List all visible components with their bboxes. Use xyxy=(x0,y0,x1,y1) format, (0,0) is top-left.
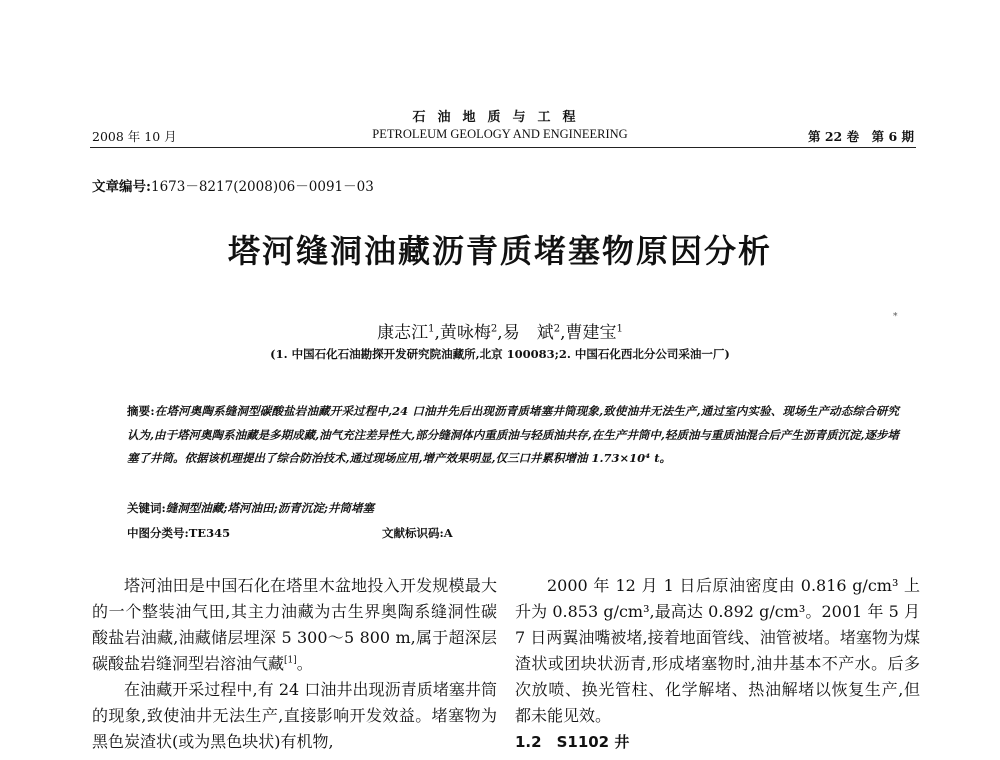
citation-ref: [1] xyxy=(284,655,297,666)
keywords xyxy=(127,500,374,516)
author-name: 曹建宝 xyxy=(565,323,617,343)
author-name: 易 斌 xyxy=(502,323,554,343)
author-separator: , xyxy=(497,323,503,343)
doc-code-label: 文献标识码: xyxy=(382,526,444,540)
volume-issue: 第 22 卷 第 6 期 xyxy=(808,129,914,144)
abstract-label: 摘要: xyxy=(127,404,155,418)
issue-date: 2008 年 10 月 xyxy=(92,129,177,144)
body-paragraph: 在油藏开采过程中,有 24 口油井出现沥青质堵塞井筒的现象,致使油井无法生产,直接影响开发效益。堵塞物为黑色炭渣状(或为黑色块状)有机物, xyxy=(92,680,497,751)
document-code xyxy=(382,525,453,541)
author-list xyxy=(0,318,1000,343)
abstract-text: 在塔河奥陶系缝洞型碳酸盐岩油藏开采过程中,24 口油井先后出现沥青质堵塞井筒现象,致使油井无法生产,通过室内实验、现场生产动态综合研究认为,由于塔河奥陶系油藏是多期成藏,油气充注差异性大,部分缝洞体内重质油与轻质油共存,在生产井筒中,轻质油与重质油混合后产生沥青质沉淀,逐步堵塞了井筒。依据该机理提出了综合防治技术,通过现场应用,增产效果明显,仅三口井累积增油 1.73×10⁴ t。 xyxy=(127,404,899,465)
clc-label: 中图分类号: xyxy=(127,526,189,540)
affiliations: (1. 中国石化石油勘探开发研究院油藏所,北京 100083;2. 中国石化西北分公司采油一厂) xyxy=(270,347,730,361)
paragraph-text: 塔河油田是中国石化在塔里木盆地投入开发规模最大的一个整装油气田,其主力油藏为古生界奥陶系缝洞性碳酸盐岩油藏,油藏储层埋深 5 300～5 800 m,属于超深层碳酸盐岩缝洞型岩溶油气藏 xyxy=(92,576,497,673)
author-affil-sup: 2 xyxy=(553,323,561,335)
body-column-left xyxy=(92,573,497,755)
author-name: 康志江 xyxy=(377,323,429,343)
paragraph-end: 。 xyxy=(296,654,313,673)
clc-number xyxy=(127,525,230,541)
keywords-label: 关键词: xyxy=(127,501,166,515)
keywords-text: 缝洞型油藏;塔河油田;沥青沉淀;井筒堵塞 xyxy=(165,501,374,515)
section-heading: 1.2 S1102 井 xyxy=(515,733,630,751)
clc-value: TE345 xyxy=(188,526,231,540)
article-number xyxy=(92,175,374,195)
paper-title: 塔河缝洞油藏沥青质堵塞物原因分析 xyxy=(227,232,772,270)
body-column-right xyxy=(515,573,920,755)
author-affil-sup: 1 xyxy=(428,323,435,335)
abstract xyxy=(127,400,899,471)
journal-title-en: PETROLEUM GEOLOGY AND ENGINEERING xyxy=(372,127,628,141)
doc-code-value: A xyxy=(443,526,453,540)
article-number-value: 1673－8217(2008)06－0091－03 xyxy=(150,179,374,195)
author-affil-sup: 1 xyxy=(616,323,623,335)
journal-title-cn: 石油地质与工程 xyxy=(412,110,588,125)
author-name: 黄咏梅 xyxy=(439,323,491,343)
article-number-label: 文章编号: xyxy=(92,179,151,195)
body-paragraph: 2000 年 12 月 1 日后原油密度由 0.816 g/cm³ 上升为 0.853 g/cm³,最高达 0.892 g/cm³。2001 年 5 月 7 日两翼油嘴被堵,接着地面管线、油管被堵。堵塞物为煤渣状或团块状沥青,形成堵塞物时,油井基本不产水。后多次放喷、换光管柱、化学解堵、热油解堵以恢复生产,但都未能见效。 xyxy=(515,576,920,725)
header-rule xyxy=(90,147,916,148)
author-separator: , xyxy=(560,323,566,343)
author-separator: , xyxy=(434,323,440,343)
body-paragraph xyxy=(92,573,497,677)
author-affil-sup: 2 xyxy=(490,323,498,335)
scan-mark: * xyxy=(893,312,898,322)
